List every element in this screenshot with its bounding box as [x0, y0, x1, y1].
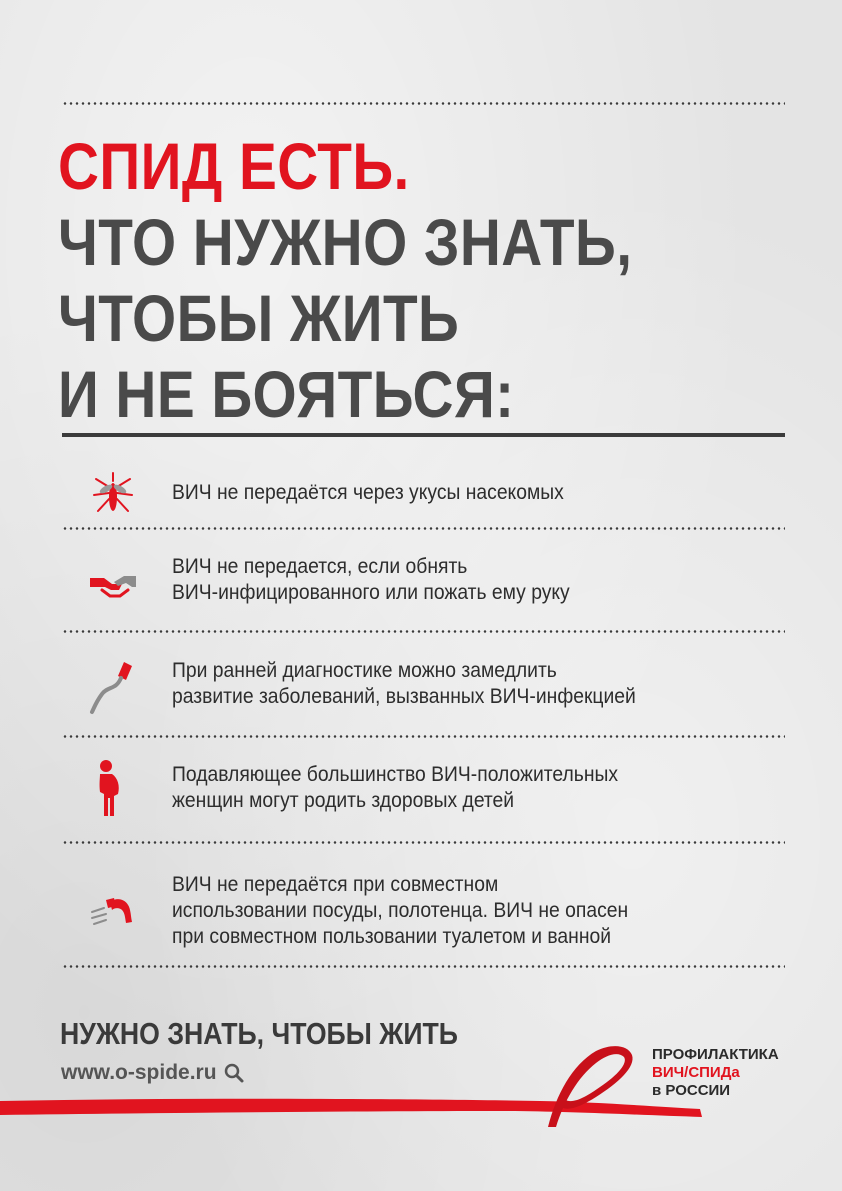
fact-item-2: [62, 548, 802, 628]
medical-tube-icon: [88, 654, 144, 716]
headline-line-1: СПИД ЕСТЬ.: [58, 129, 410, 203]
fact-text-4: Подавляющее большинство ВИЧ-положительных женщин могут родить здоровых детей: [172, 763, 619, 812]
divider-2: [62, 630, 785, 633]
website-link[interactable]: [61, 1061, 245, 1085]
fact-item-5: [62, 868, 802, 968]
fact-text-5: ВИЧ не передаётся при совместном использовании посуды, полотенца. ВИЧ не опасен при совместном пользовании туалетом и ванной: [172, 873, 629, 948]
website-url[interactable]: www.o-spide.ru: [61, 1061, 217, 1084]
fact-text-3: При ранней диагностике можно замедлить развитие заболеваний, вызванных ВИЧ-инфекцией: [172, 659, 636, 708]
organization-logo-text: ПРОФИЛАКТИКА ВИЧ/СПИДа в РОССИИ: [652, 1046, 779, 1099]
divider-5: [62, 965, 785, 968]
top-dotted-divider: [62, 102, 785, 105]
headline-line-4: И НЕ БОЯТЬСЯ:: [58, 357, 515, 431]
headline: [58, 128, 726, 432]
fact-item-1: [62, 455, 802, 535]
search-icon: [223, 1062, 245, 1084]
fact-item-3: [62, 650, 802, 730]
footer-slogan: НУЖНО ЗНАТЬ, ЧТОБЫ ЖИТЬ: [60, 1016, 458, 1051]
tap-icon: [88, 888, 138, 938]
fact-text-2: ВИЧ не передается, если обнять ВИЧ-инфицированного или пожать ему руку: [172, 555, 570, 604]
headline-line-2: ЧТО НУЖНО ЗНАТЬ,: [58, 205, 633, 279]
divider-3: [62, 735, 785, 738]
headline-line-3: ЧТОБЫ ЖИТЬ: [58, 281, 460, 355]
divider-1: [62, 527, 785, 530]
fact-text-1: ВИЧ не передаётся через укусы насекомых: [172, 481, 564, 504]
fact-item-4: [62, 754, 802, 834]
handshake-icon: [88, 560, 138, 610]
pregnant-woman-icon: [88, 758, 128, 820]
headline-underline: [62, 433, 785, 437]
mosquito-icon: [88, 467, 138, 517]
divider-4: [62, 841, 785, 844]
